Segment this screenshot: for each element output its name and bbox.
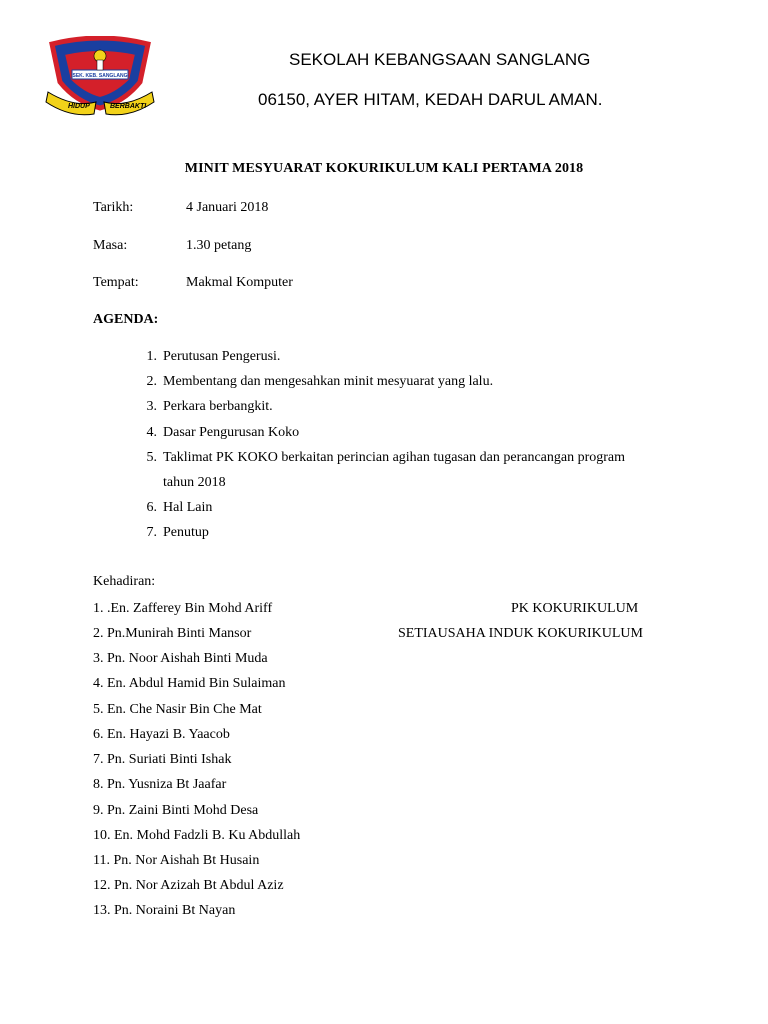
attendee-name: 2. Pn.Munirah Binti Mansor	[93, 626, 252, 641]
attendee-name: 8. Pn. Yusniza Bt Jaafar	[93, 777, 227, 792]
logo-top-text: SEK. KEB. SANGLANG	[72, 73, 128, 79]
agenda-item: Taklimat PK KOKO berkaitan perincian agihan tugasan dan perancangan program	[163, 450, 626, 465]
school-logo	[44, 36, 156, 118]
attendee-name: 6. En. Hayazi B. Yaacob	[93, 727, 230, 742]
attendee-name: 7. Pn. Suriati Binti Ishak	[93, 752, 232, 767]
agenda-heading: AGENDA:	[93, 312, 159, 327]
time-value: 1.30 petang	[186, 238, 252, 253]
logo-left-text: HIDUP	[68, 103, 90, 110]
agenda-number: 7.	[146, 525, 157, 540]
school-name: SEKOLAH KEBANGSAAN SANGLANG	[289, 50, 591, 69]
place-value: Makmal Komputer	[186, 275, 293, 290]
school-address: 06150, AYER HITAM, KEDAH DARUL AMAN.	[258, 90, 603, 109]
time-label: Masa:	[93, 238, 128, 253]
agenda-number: 2.	[146, 374, 157, 389]
agenda-item: Hal Lain	[163, 500, 213, 515]
agenda-item: Perutusan Pengerusi.	[163, 349, 281, 364]
agenda-number: 6.	[146, 500, 157, 515]
attendee-name: 13. Pn. Noraini Bt Nayan	[93, 903, 236, 918]
agenda-item: Membentang dan mengesahkan minit mesyuarat yang lalu.	[163, 374, 494, 389]
attendee-name: 5. En. Che Nasir Bin Che Mat	[93, 702, 262, 717]
attendee-name: 4. En. Abdul Hamid Bin Sulaiman	[93, 676, 286, 691]
attendee-name: 10. En. Mohd Fadzli B. Ku Abdullah	[93, 828, 301, 843]
agenda-item-continuation: tahun 2018	[163, 475, 226, 490]
document-title: MINIT MESYUARAT KOKURIKULUM KALI PERTAMA 2018	[184, 161, 584, 176]
attendee-name: 1. .En. Zafferey Bin Mohd Ariff	[93, 601, 273, 616]
attendee-role: PK KOKURIKULUM	[511, 601, 639, 616]
attendee-name: 12. Pn. Nor Azizah Bt Abdul Aziz	[93, 878, 284, 893]
date-label: Tarikh:	[93, 200, 134, 215]
attendee-name: 11. Pn. Nor Aishah Bt Husain	[93, 853, 260, 868]
date-value: 4 Januari 2018	[186, 200, 269, 215]
agenda-number: 3.	[146, 399, 157, 414]
agenda-item: Dasar Pengurusan Koko	[163, 425, 300, 440]
place-label: Tempat:	[93, 275, 139, 290]
attendee-name: 9. Pn. Zaini Binti Mohd Desa	[93, 803, 259, 818]
logo-right-text: BERBAKTI	[110, 103, 147, 110]
attendee-role: SETIAUSAHA INDUK KOKURIKULUM	[398, 626, 643, 641]
agenda-number: 1.	[146, 349, 157, 364]
agenda-number: 4.	[146, 425, 157, 440]
agenda-number: 5.	[146, 450, 157, 465]
attendee-name: 3. Pn. Noor Aishah Binti Muda	[93, 651, 268, 666]
agenda-item: Penutup	[163, 525, 209, 540]
agenda-item: Perkara berbangkit.	[163, 399, 273, 414]
attendance-heading: Kehadiran:	[93, 574, 156, 589]
